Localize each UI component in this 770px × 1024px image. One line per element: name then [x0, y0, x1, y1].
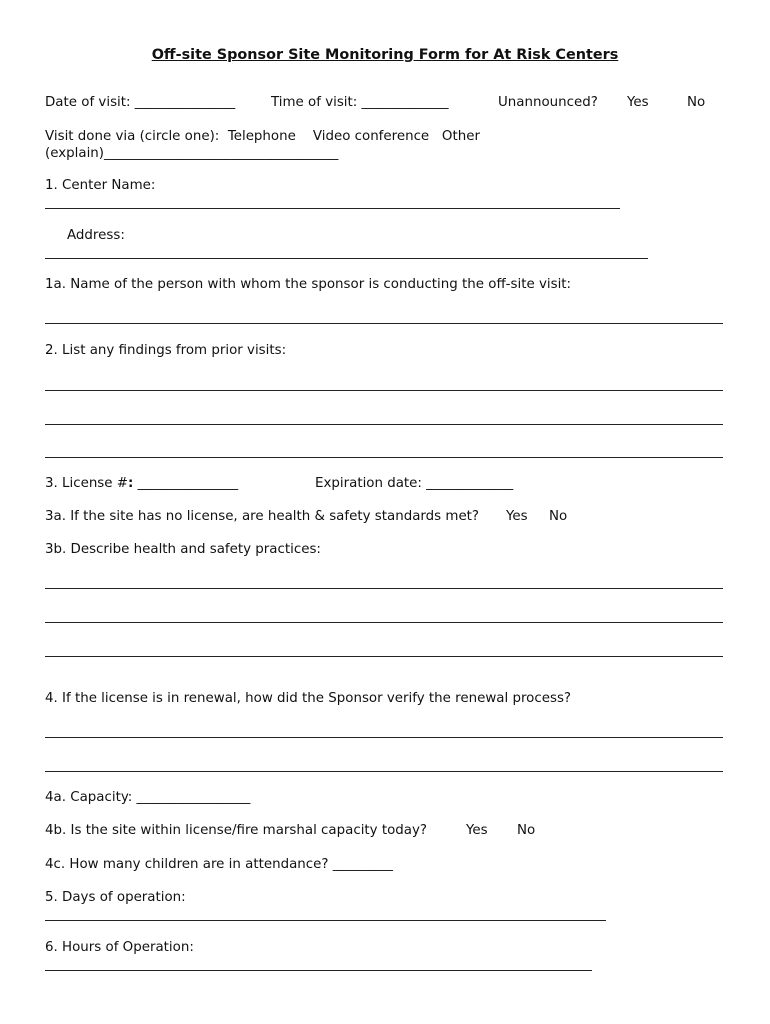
q2-answer-line[interactable] [45, 424, 723, 425]
q1a-label: 1a. Name of the person with whom the sponsor is conducting the off-site visit: [45, 277, 572, 292]
q3b-answer-line[interactable] [45, 622, 723, 623]
attendance-field[interactable]: 4c. How many children are in attendance? _________ [45, 857, 393, 872]
center-name-label: 1. Center Name: [45, 178, 156, 193]
q4-answer-line[interactable] [45, 771, 723, 772]
q3a-yes-option[interactable]: Yes [506, 509, 528, 524]
q3b-answer-line[interactable] [45, 588, 723, 589]
unannounced-label: Unannounced? [498, 95, 598, 110]
q2-answer-line[interactable] [45, 457, 723, 458]
q4-label: 4. If the license is in renewal, how did the Sponsor verify the renewal process? [45, 691, 572, 706]
q3a-no-option[interactable]: No [549, 509, 568, 524]
q1a-answer-line[interactable] [45, 323, 723, 324]
q2-label: 2. List any findings from prior visits: [45, 343, 287, 358]
address-label: Address: [67, 228, 125, 243]
time-of-visit-field[interactable]: Time of visit: _____________ [271, 95, 449, 110]
unannounced-yes-option[interactable]: Yes [627, 95, 649, 110]
license-blank[interactable]: _______________ [133, 476, 239, 491]
address-field[interactable] [45, 258, 648, 259]
q3a-label: 3a. If the site has no license, are health & safety standards met? [45, 509, 480, 524]
hours-of-operation-label: 6. Hours of Operation: [45, 940, 194, 955]
q4b-label: 4b. Is the site within license/fire marshal capacity today? [45, 823, 428, 838]
days-of-operation-field[interactable] [45, 920, 606, 921]
q4-answer-line[interactable] [45, 737, 723, 738]
visit-via-line[interactable]: Visit done via (circle one): Telephone Video conference Other [45, 129, 480, 144]
q2-answer-line[interactable] [45, 390, 723, 391]
q4b-yes-option[interactable]: Yes [466, 823, 488, 838]
expiration-date-field[interactable]: Expiration date: _____________ [315, 476, 514, 491]
q3b-answer-line[interactable] [45, 656, 723, 657]
date-of-visit-field[interactable]: Date of visit: _______________ [45, 95, 236, 110]
license-label: 3. License # [45, 476, 128, 491]
hours-of-operation-field[interactable] [45, 970, 592, 971]
days-of-operation-label: 5. Days of operation: [45, 890, 186, 905]
q4b-no-option[interactable]: No [517, 823, 536, 838]
unannounced-no-option[interactable]: No [687, 95, 706, 110]
form-title: Off-site Sponsor Site Monitoring Form for At Risk Centers [151, 47, 619, 63]
visit-via-explain-field[interactable]: (explain)___________________________________ [45, 146, 339, 161]
license-colon: : [128, 476, 134, 491]
capacity-field[interactable]: 4a. Capacity: _________________ [45, 790, 251, 805]
center-name-field[interactable] [45, 208, 620, 209]
q3b-label: 3b. Describe health and safety practices: [45, 542, 321, 557]
license-number-field[interactable] [45, 476, 238, 492]
